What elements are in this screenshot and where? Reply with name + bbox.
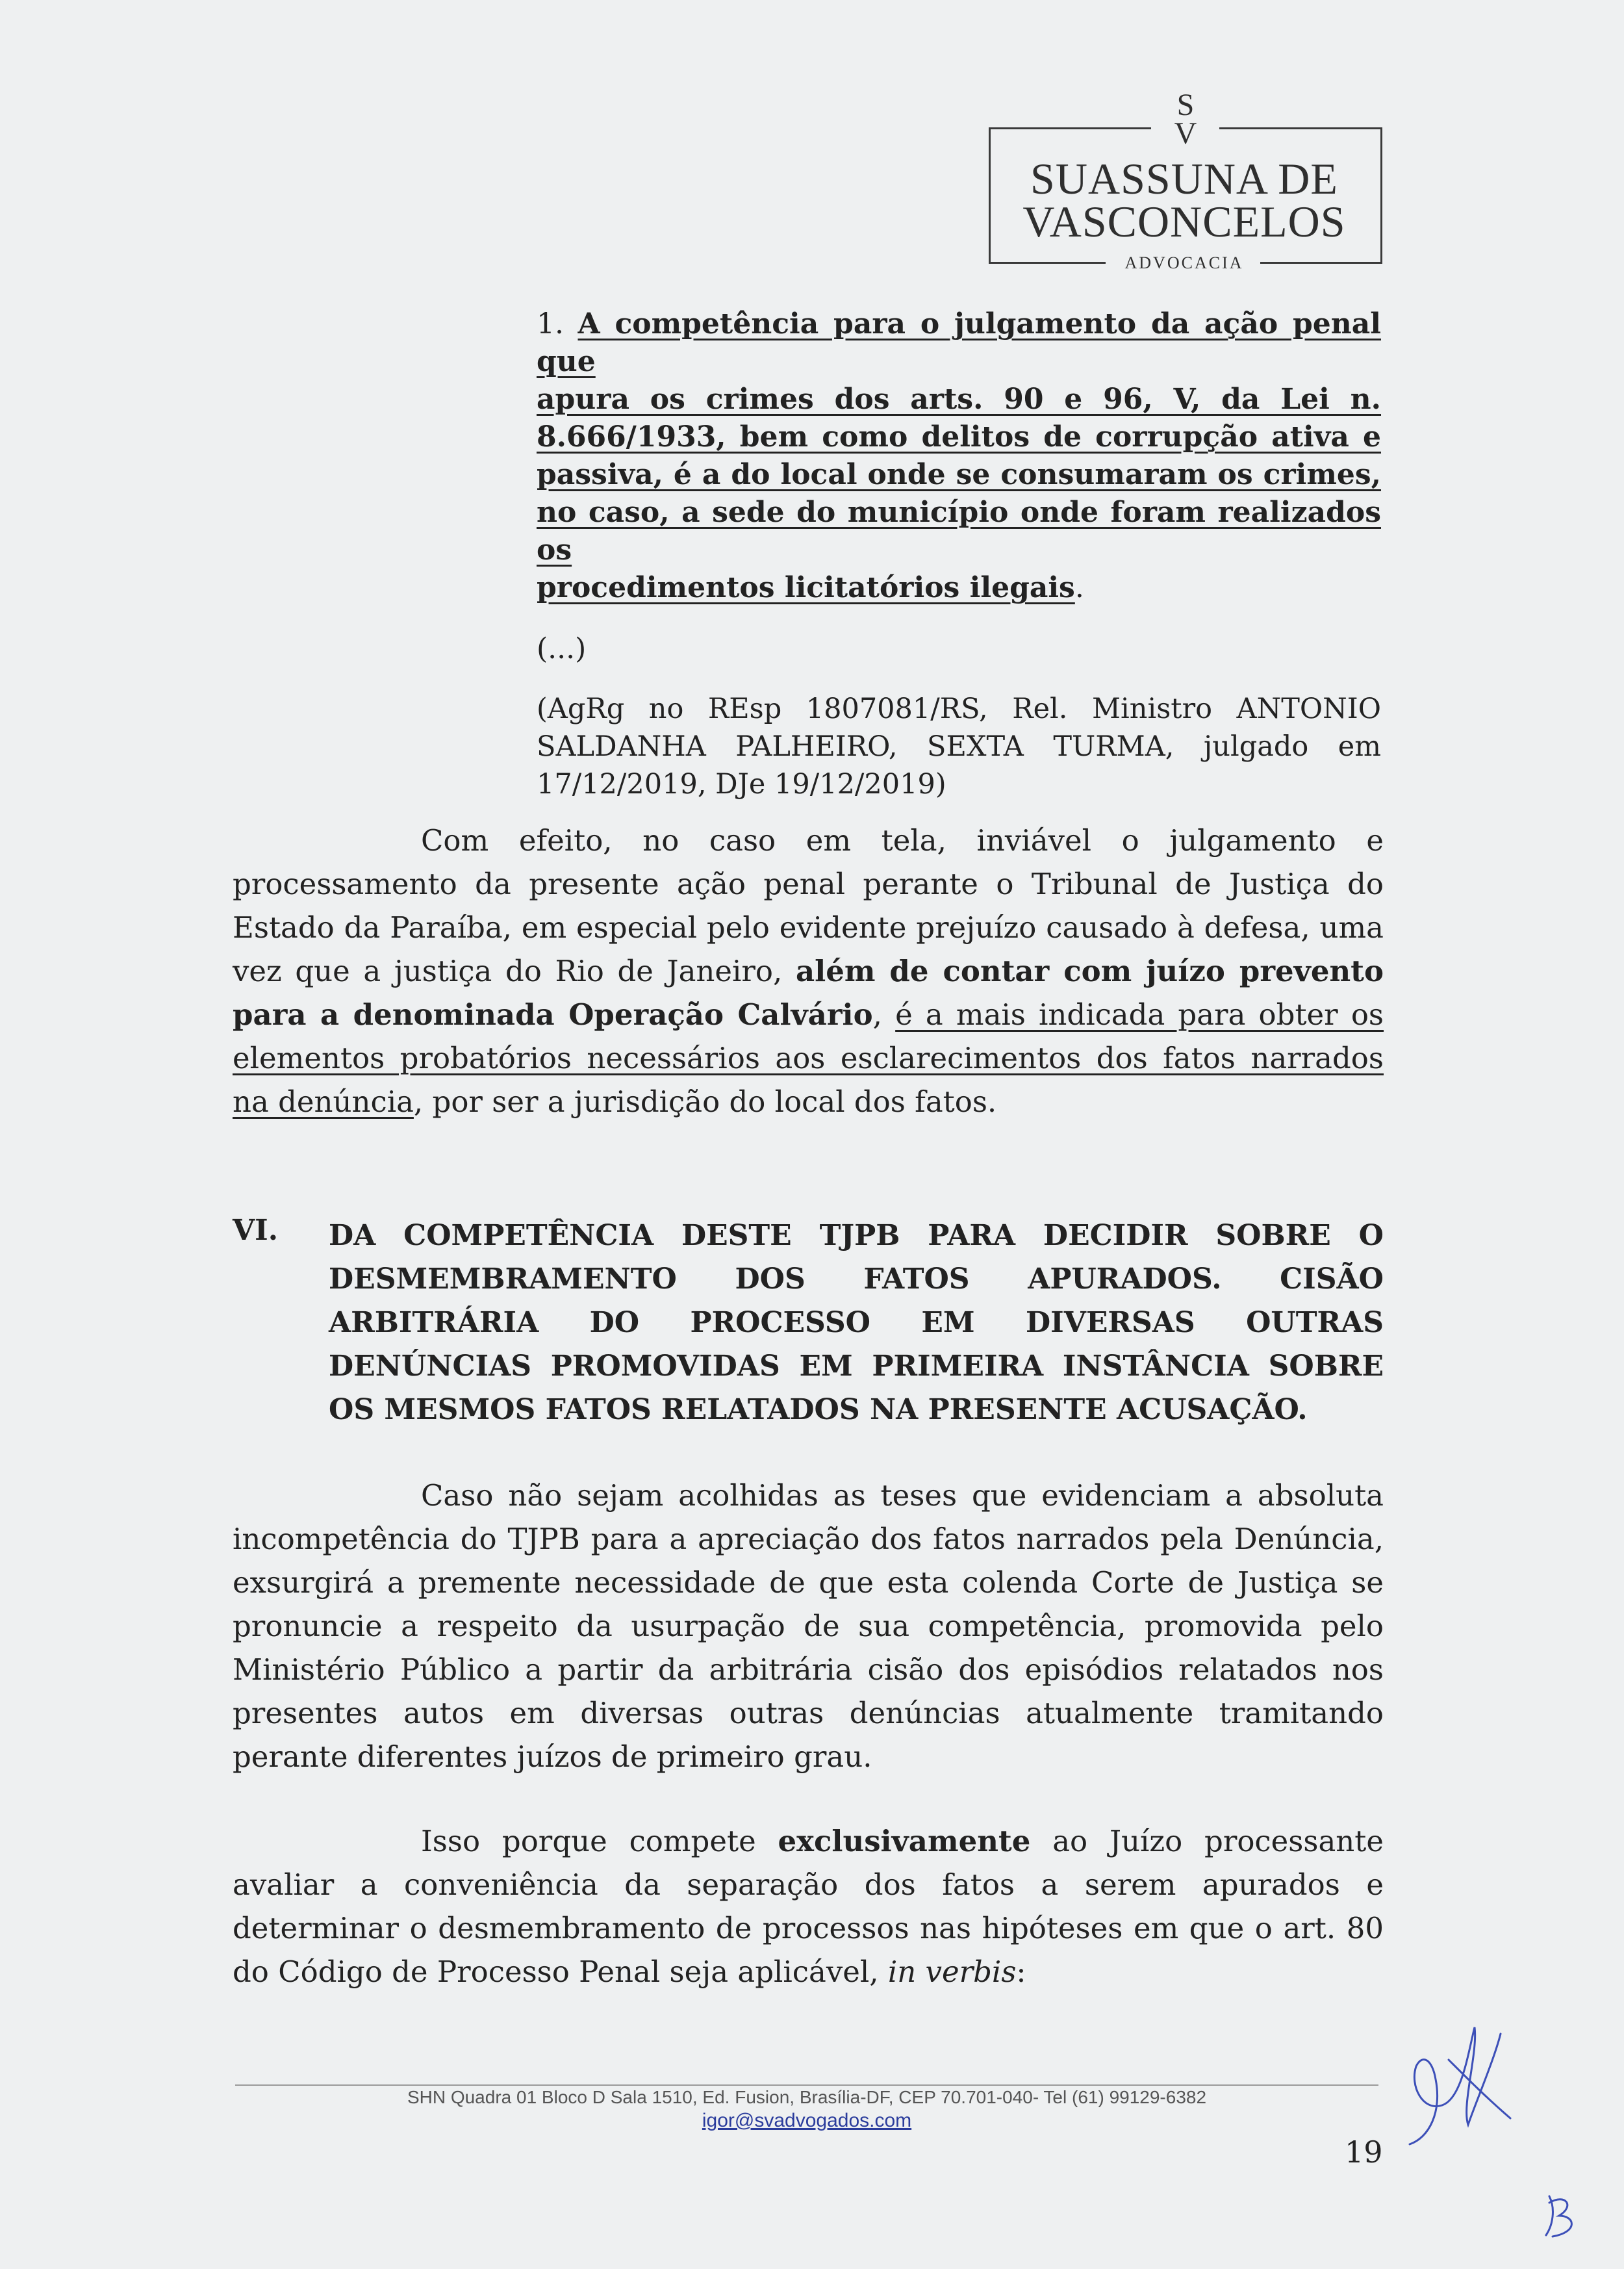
handwritten-signature: [1371, 1982, 1514, 2177]
text-run: , por ser a jurisdição do local dos fatos.: [413, 1084, 997, 1119]
text-run: ,: [872, 997, 896, 1032]
bold-run: exclusivamente: [778, 1824, 1031, 1858]
quote-line: A competência para o julgamento da ação penal que: [537, 307, 1381, 378]
quote-ellipsis: (...): [537, 632, 587, 665]
quote-line: no caso, a sede do município onde foram realizados os: [537, 496, 1381, 567]
logo-subtitle: ADVOCACIA: [1124, 253, 1244, 272]
footer-divider: [235, 2084, 1378, 2086]
quote-emphasis: [537, 305, 1381, 381]
handwritten-initials: [1540, 2190, 1585, 2242]
paragraph-text: [233, 819, 1384, 1123]
quote-line: apura os crimes dos arts. 90 e 96, V, da Lei n.: [537, 383, 1381, 416]
quote-line-last: procedimentos licitatórios ilegais.: [537, 571, 1084, 604]
quote-line: passiva, é a do local onde se consumaram os crimes,: [537, 458, 1381, 491]
quote-citation: (AgRg no REsp 1807081/RS, Rel. Ministro ANTONIO SALDANHA PALHEIRO, SEXTA TURMA, julgado em 17/12/2019, DJe 19/12/2019): [537, 693, 1381, 801]
paragraph-text: Caso não sejam acolhidas as teses que evidenciam a absoluta incompetência do TJPB para a apreciação dos fatos narrados pela Denúncia, exsurgirá a premente necessidade de que esta colenda Corte de Justiça se pronuncie a respeito da usurpação de sua competência, promovida pelo Ministério Público a partir da arbitrária cisão dos episódios relatados nos presentes autos em diversas outras denúncias atualmente tramitando perante diferentes juízos de primeiro grau.: [233, 1478, 1384, 1774]
logo-name-line2: VASCONCELOS: [1022, 197, 1346, 246]
quoted-precedent: [537, 305, 1381, 803]
paragraph-3: [233, 1819, 1384, 1993]
page-number: 19: [1345, 2134, 1383, 2170]
underlined-run: é a mais indicada para obter os elementos probatórios necessários aos esclarecimentos dos fatos narrados na denúncia: [233, 997, 1384, 1119]
text-run: ao Juízo processante avaliar a conveniência da separação dos fatos a serem apurados e determinar o desmembramento de processos nas hipóteses em que o art. 80 do Código de Processo Penal seja aplicável,: [233, 1824, 1384, 1989]
logo-rule: [1219, 127, 1380, 129]
logo-name-line1: SUASSUNA DE: [1030, 154, 1338, 203]
footer-address: SHN Quadra 01 Bloco D Sala 1510, Ed. Fusion, Brasília-DF, CEP 70.701-040- Tel (61) 99129-6382: [407, 2087, 1207, 2107]
section-number: VI.: [233, 1214, 279, 1247]
text-run: Com efeito, no caso em tela, inviável o julgamento e processamento da presente ação penal perante o Tribunal de Justiça do Estado da Paraíba, em especial pelo evidente prejuízo causado à defesa, uma vez que a justiça do Rio de Janeiro,: [233, 823, 1384, 988]
logo-monogram-s: S: [1176, 88, 1195, 122]
quote-item-number: 1.: [537, 307, 564, 340]
bold-run: além de contar com juízo prevento para a denominada Operação Calvário: [233, 954, 1384, 1032]
text-run: :: [1016, 1955, 1026, 1989]
paragraph-2: [233, 1474, 1384, 1778]
text-run: Isso porque compete: [421, 1824, 778, 1858]
quote-line: 8.666/1933, bem como delitos de corrupção ativa e: [537, 420, 1381, 454]
quote-line: procedimentos licitatórios ilegais: [537, 571, 1075, 604]
logo-monogram: [1153, 88, 1218, 151]
section-title: DA COMPETÊNCIA DESTE TJPB PARA DECIDIR SOBRE O DESMEMBRAMENTO DOS FATOS APURADOS. CISÃO ARBITRÁRIA DO PROCESSO EM DIVERSAS OUTRAS DENÚNCIAS PROMOVIDAS EM PRIMEIRA INSTÂNCIA SOBRE OS MESMOS FATOS RELATADOS NA PRESENTE ACUSAÇÃO.: [329, 1219, 1384, 1426]
paragraph-1: [233, 819, 1384, 1123]
footer-email-link[interactable]: igor@svadvogados.com: [702, 2110, 912, 2131]
logo-monogram-v: V: [1174, 116, 1197, 151]
paragraph-text: [233, 1819, 1384, 1993]
firm-logo: [987, 88, 1384, 273]
logo-rule: [989, 127, 1151, 129]
italic-run: in verbis: [887, 1955, 1017, 1989]
